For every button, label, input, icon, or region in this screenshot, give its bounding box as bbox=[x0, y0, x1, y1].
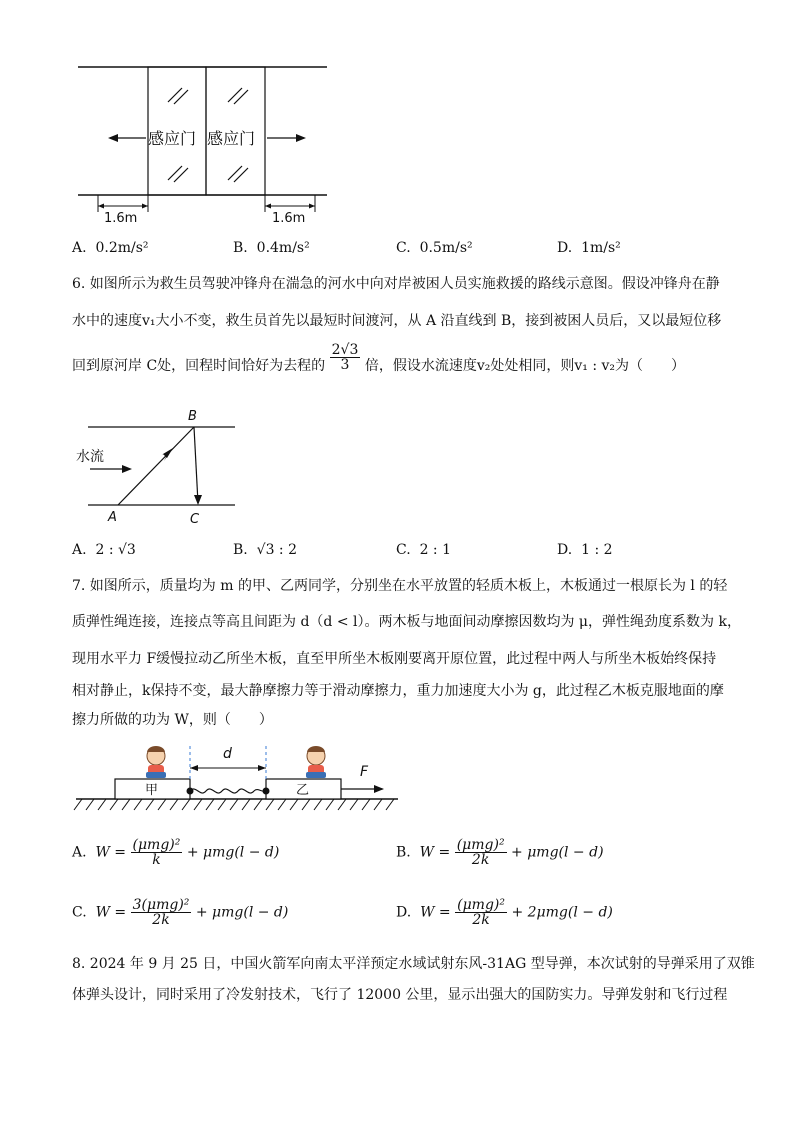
student-yi-icon bbox=[306, 746, 326, 778]
door-label-left: 感应门 bbox=[148, 129, 197, 148]
point-c-label: C bbox=[190, 512, 200, 527]
right-arrow-icon bbox=[267, 134, 306, 142]
figure-sensor-doors bbox=[70, 60, 340, 230]
q7-line-5: 擦力所做的功为 W，则（ ） bbox=[72, 712, 273, 728]
elastic-cord bbox=[190, 789, 266, 793]
q5-option-a: A. 0.2m/s² bbox=[72, 240, 149, 256]
q7-option-b: B. W = $\frac{\text{(μmg)²}}{2k}$ + μmg(l − d) bbox=[396, 837, 604, 868]
left-arrow-icon bbox=[108, 134, 146, 142]
q7-option-a: A. W = $\frac{\text{(μmg)²}}{k}$ + μmg(l − d) bbox=[72, 837, 280, 868]
door-label-right: 感应门 bbox=[207, 129, 256, 148]
force-arrow-icon bbox=[341, 785, 384, 793]
q7-line-4: 相对静止，k保持不变，最大静摩擦力等于滑动摩擦力，重力加速度大小为 g，此过程乙木板克服地面的摩 bbox=[72, 683, 724, 699]
water-flow-arrow-icon bbox=[90, 465, 132, 473]
q5-option-b: B. 0.4m/s² bbox=[233, 240, 310, 256]
q8-line-1: 8. 2024 年 9 月 25 日，中国火箭军向南太平洋预定水域试射东风-31AG 型导弹，本次试射的导弹采用了双锥 bbox=[72, 956, 755, 972]
q7-line-3: 现用水平力 F缓慢拉动乙所坐木板，直至甲所坐木板刚要离开原位置，此过程中两人与所坐木板始终保持 bbox=[72, 651, 717, 667]
q6-option-a: A. 2 : √3 bbox=[72, 542, 136, 558]
board-yi-label: 乙 bbox=[296, 783, 310, 798]
q6-option-c: C. 2 : 1 bbox=[396, 542, 452, 558]
dim-left: 1.6m bbox=[104, 211, 138, 226]
dim-right: 1.6m bbox=[272, 211, 306, 226]
water-flow-label: 水流 bbox=[76, 449, 104, 465]
q5-option-d: D. 1m/s² bbox=[557, 240, 621, 256]
student-jia-icon bbox=[146, 746, 166, 778]
force-f-label: F bbox=[360, 764, 369, 780]
q7-line-2: 质弹性绳连接，连接点等高且间距为 d（d < l）。两木板与地面间动摩擦因数均为 μ，弹性绳劲度系数为 k， bbox=[72, 614, 741, 630]
figure-boards-elastic-cord bbox=[72, 740, 402, 820]
figure-river-crossing bbox=[70, 405, 245, 530]
point-b-label: B bbox=[188, 409, 197, 424]
q7-option-d: D. W = $\frac{\text{(μmg)²}}{2k}$ + 2μmg(l − d) bbox=[396, 897, 613, 928]
q6-line-2: 水中的速度v₁大小不变，救生员首先以最短时间渡河，从 A 沿直线到 B，接到被困人员后，又以最短位移 bbox=[72, 313, 722, 329]
point-a-label: A bbox=[108, 510, 117, 525]
board-jia-label: 甲 bbox=[145, 783, 159, 798]
q7-option-c: C. W = $\frac{\text{3(μmg)²}}{2k}$ + μmg(l − d) bbox=[72, 897, 289, 928]
q6-line-3 bbox=[72, 341, 686, 376]
q6-line-3a: 回到原河岸 C处，回程时间恰好为去程的 bbox=[72, 358, 326, 374]
distance-d-label: d bbox=[223, 746, 232, 762]
q6-option-d: D. 1 : 2 bbox=[557, 542, 613, 558]
q8-line-2: 体弹头设计，同时采用了冷发射技术，飞行了 12000 公里，显示出强大的国防实力。导弹发射和飞行过程 bbox=[72, 987, 728, 1003]
q6-fraction: $\frac{2√3}{3}$ bbox=[331, 341, 359, 373]
q6-line-3b: 倍，假设水流速度v₂处处相同，则v₁ : v₂为（ ） bbox=[364, 358, 686, 374]
q5-option-c: C. 0.5m/s² bbox=[396, 240, 473, 256]
q6-option-b: B. √3 : 2 bbox=[233, 542, 298, 558]
q6-line-1: 6. 如图所示为救生员驾驶冲锋舟在湍急的河水中向对岸被困人员实施救援的路线示意图。假设冲锋舟在静 bbox=[72, 276, 720, 292]
q7-line-1: 7. 如图所示，质量均为 m 的甲、乙两同学，分别坐在水平放置的轻质木板上，木板通过一根原长为 l 的轻 bbox=[72, 578, 728, 594]
